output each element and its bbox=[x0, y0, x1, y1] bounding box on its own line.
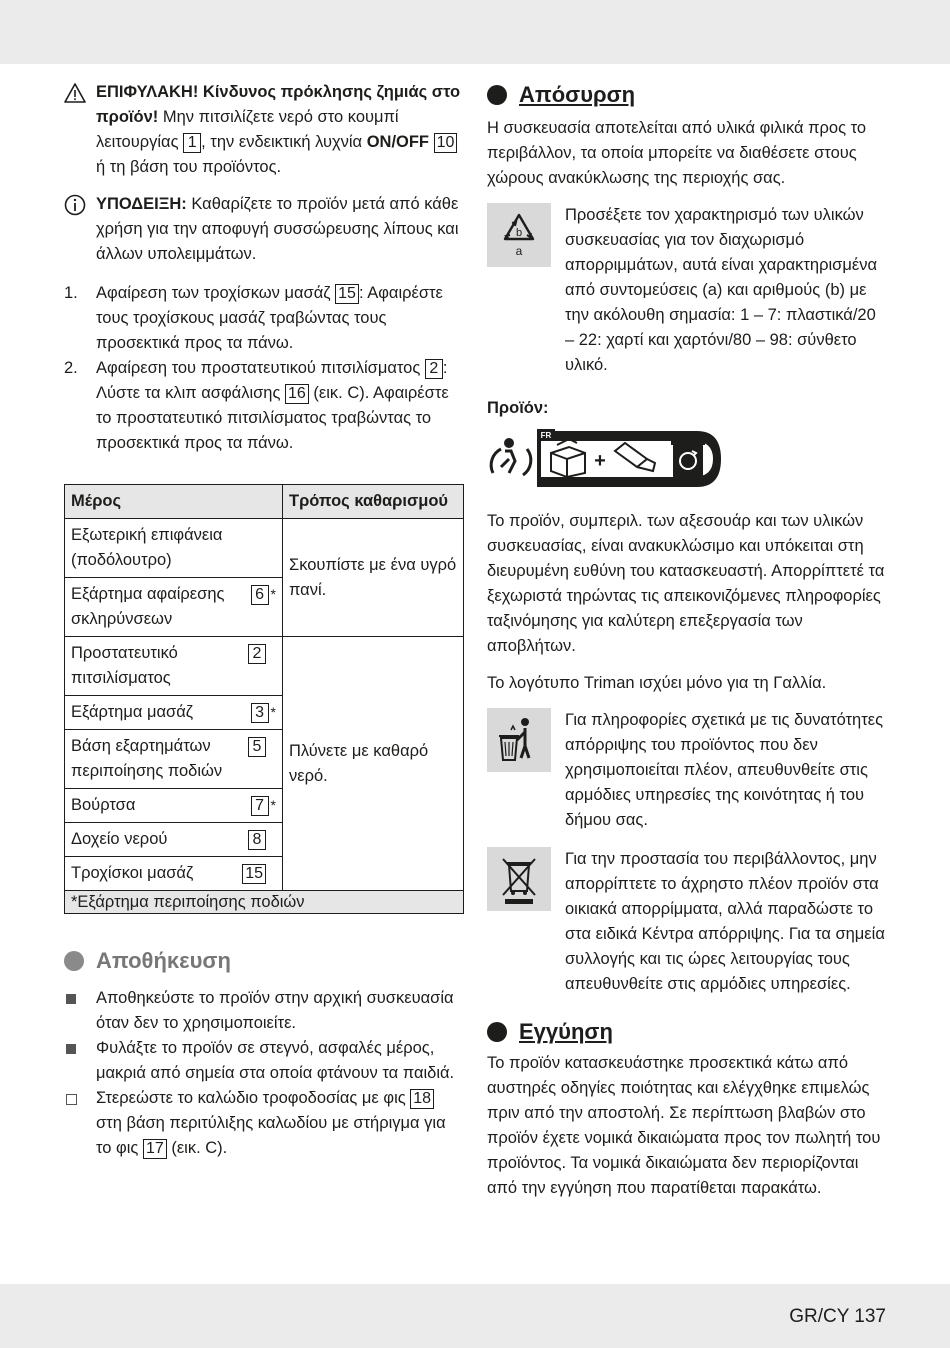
right-column bbox=[487, 80, 887, 1201]
warranty-heading: Εγγύηση bbox=[487, 1017, 887, 1047]
bullet-dot bbox=[64, 951, 84, 971]
svg-text:b: b bbox=[515, 227, 523, 239]
list-item: 2. Αφαίρεση του προστατευτικού πιτσιλίσματος 2 : Λύστε τα κλιπ ασφάλισης 16 (εικ. C). Αφαιρέστε το προστατευτικό πιτσιλίσματος τραβώντας το προσεκτικά προς τα πάνω. bbox=[64, 359, 449, 452]
list-item: 1. Αφαίρεση των τροχίσκων μασάζ 15 : Αφαιρέστε τους τροχίσκους μασάζ τραβώντας τους προσεκτικά προς τα πάνω. bbox=[64, 284, 443, 352]
product-label: Προϊόν: bbox=[487, 399, 549, 417]
checkbox-bullet-icon bbox=[66, 1094, 77, 1105]
table-row: Τροχίσκοι μασάζ 15 bbox=[65, 857, 464, 891]
ref-box: 3 bbox=[251, 703, 269, 723]
ref-box: 1 bbox=[183, 133, 201, 153]
warning-note: ΕΠΙΦΥΛΑΚΗ! Κίνδυνος πρόκλησης ζημιάς στο προϊόν! Μην πιτσιλίζετε νερό στο κουμπί λειτουργίας 1 , την ενδεικτική λυχνία ON/OFF 10 ή τη βάση του προϊόντος. bbox=[64, 80, 464, 180]
recycling-note: b a Προσέξετε τον χαρακτηρισμό των υλικών συσκευασίας για τον διαχωρισμό απορριμμάτων, αυτά είναι χαρακτηρισμένα από συντομεύσεις (a) και αριθμούς (b) με την ακόλουθη σημασία: 1 – 7: πλαστικά/20 – 22: χαρτί και χαρτόνι/80 – 98: σύνθετο υλικό. bbox=[487, 203, 887, 378]
ref-box: 17 bbox=[143, 1139, 167, 1159]
table-row: Εξάρτημα αφαίρεσης σκληρύνσεων 6 * bbox=[65, 578, 464, 637]
ref-box: 15 bbox=[335, 284, 359, 304]
page-number: GR/CY 137 bbox=[789, 1306, 886, 1327]
ref-box: 8 bbox=[248, 830, 266, 850]
ref-box: 15 bbox=[242, 864, 266, 884]
ref-box: 2 bbox=[248, 644, 266, 664]
triman-note: Το λογότυπο Triman ισχύει μόνο για τη Γαλλία. bbox=[487, 674, 827, 692]
crossed-bin-icon bbox=[487, 847, 551, 911]
disposal-heading: Απόσυρση bbox=[487, 80, 887, 110]
table-row: Δοχείο νερού 8 bbox=[65, 823, 464, 857]
triman-logo bbox=[487, 429, 887, 489]
table-header-part: Μέρος bbox=[65, 485, 283, 519]
table-footnote: *Εξάρτημα περιποίησης ποδιών bbox=[65, 891, 464, 914]
cleaning-table bbox=[64, 484, 464, 914]
svg-text:+: + bbox=[594, 450, 606, 472]
left-column bbox=[64, 80, 464, 1161]
info-icon bbox=[64, 194, 86, 216]
hint-label: ΥΠΟΔΕΙΞΗ: bbox=[96, 195, 187, 213]
table-row: Βάση εξαρτημάτων περιποίησης ποδιών 5 bbox=[65, 730, 464, 789]
table-row: Εξωτερική επιφάνεια (ποδόλουτρο) Σκουπίστε με ένα υγρό πανί. bbox=[65, 519, 464, 578]
warning-triangle-icon bbox=[64, 82, 86, 104]
triman-person-icon bbox=[491, 438, 531, 475]
trash-bin-person-icon bbox=[487, 708, 551, 772]
bullet-dot bbox=[487, 1022, 507, 1042]
header-band bbox=[0, 0, 950, 64]
ref-box: 5 bbox=[248, 737, 266, 757]
bin-arrow-icon bbox=[671, 439, 705, 479]
square-bullet-icon bbox=[66, 994, 76, 1004]
svg-text:FR: FR bbox=[540, 431, 552, 440]
cleaning-steps bbox=[64, 281, 464, 456]
method-cell: Σκουπίστε με ένα υγρό πανί. bbox=[283, 519, 464, 637]
list-item: Στερεώστε το καλώδιο τροφοδοσίας με φις 18 στη βάση περιτύλιξης καλωδίου με στήριγμα για το φις 17 (εικ. C). bbox=[64, 1086, 464, 1161]
svg-text:a: a bbox=[515, 244, 523, 258]
method-cell: Πλύνετε με καθαρό νερό. bbox=[283, 637, 464, 891]
triman-text: Το προϊόν, συμπεριλ. των αξεσουάρ και των υλικών συσκευασίας, είναι ανακυκλώσιμο και υπόκειται στη διευρυμένη ευθύνη του κατασκευαστή. Απορρίπτετέ τα ξεχωριστά τηρώντας τις απεικονιζόμενες πληροφορίες ταξινόμησης για καλύτερη επεξεργασία των αποβλήτων. bbox=[487, 512, 885, 655]
recycling-icon bbox=[487, 203, 551, 267]
weee-note: Για την προστασία του περιβάλλοντος, μην απορρίπτετε το άχρηστο πλέον προϊόν στα οικιακά απορρίμματα, αλλά παραδώστε το στα ειδικά Κέντρα απόρριψης. Για τα σημεία συλλογής και τις ώρες λειτουργίας τους απευθυνθείτε στις αρμόδιες υπηρεσίες. bbox=[487, 847, 887, 997]
list-item: Αποθηκεύστε το προϊόν στην αρχική συσκευασία όταν δεν το χρησιμοποιείτε. bbox=[64, 986, 464, 1036]
table-row: Εξάρτημα μασάζ 3 * bbox=[65, 696, 464, 730]
ref-box: 18 bbox=[410, 1089, 434, 1109]
bin-note: Για πληροφορίες σχετικά με τις δυνατότητες απόρριψης του προϊόντος που δεν χρησιμοποιείται πλέον, απευθυνθείτε στις αρμόδιες υπηρεσίες της κοινότητας ή του δήμου σας. bbox=[487, 708, 887, 833]
square-bullet-icon bbox=[66, 1044, 76, 1054]
table-row: Βούρτσα 7 * bbox=[65, 789, 464, 823]
ref-box: 7 bbox=[251, 796, 269, 816]
ref-box: 6 bbox=[251, 585, 269, 605]
disposal-intro: Η συσκευασία αποτελείται από υλικά φιλικά προς το περιβάλλον, τα οποία μπορείτε να διαθέσετε στους χώρους ανακύκλωσης της περιοχής σας. bbox=[487, 119, 867, 187]
ref-box: 16 bbox=[285, 384, 309, 404]
list-item: Φυλάξτε το προϊόν σε στεγνό, ασφαλές μέρος, μακριά από σημεία στα οποία φτάνουν τα παιδιά. bbox=[64, 1036, 464, 1086]
warranty-text: Το προϊόν κατασκευάστηκε προσεκτικά κάτω από αυστηρές οδηγίες ποιότητας και ελέγχθηκε επιμελώς πριν από την αποστολή. Σε περίπτωση βλαβών στο προϊόν έχετε νομικά δικαιώματα προς τον πωλητή του προϊόντος. Τα νομικά δικαιώματα δεν περιορίζονται από την εγγύηση που παρατίθεται παρακάτω. bbox=[487, 1054, 881, 1197]
hint-note: ΥΠΟΔΕΙΞΗ: Καθαρίζετε το προϊόν μετά από κάθε χρήση για την αποφυγή συσσώρευσης λίπους και άλλων υπολειμμάτων. bbox=[64, 192, 464, 267]
storage-heading: Αποθήκευση bbox=[64, 946, 464, 976]
warning-label: ΕΠΙΦΥΛΑΚΗ! Κίνδυνος πρόκλησης ζημιάς στο προϊόν! bbox=[96, 83, 461, 126]
ref-box: 10 bbox=[434, 133, 458, 153]
table-row: Προστατευτικό πιτσιλίσματος 2 Πλύνετε με καθαρό νερό. bbox=[65, 637, 464, 696]
bullet-dot bbox=[487, 85, 507, 105]
ref-box: 2 bbox=[425, 359, 443, 379]
storage-list bbox=[64, 986, 464, 1161]
table-header-method: Τρόπος καθαρισμού bbox=[283, 485, 464, 519]
